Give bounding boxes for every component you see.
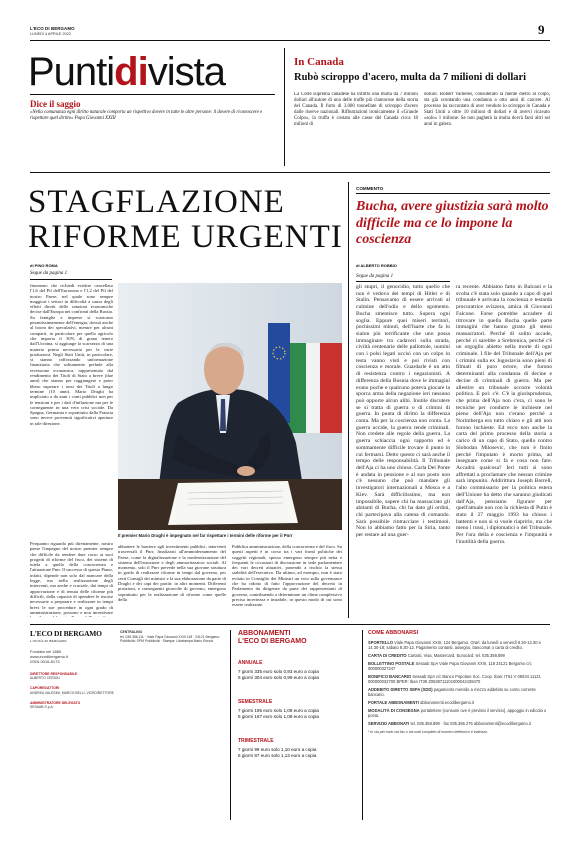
howto-addebito-label: ADDEBITO DIRETTO SEPA (SDD) xyxy=(368,687,433,692)
subs-quarter-1: 7 giorni 99 euro solo 1,10 euro a copia xyxy=(238,747,317,752)
howto-sportello-label: SPORTELLO xyxy=(368,640,394,645)
howto-portale-link[interactable]: abbonamenti.ecodibergamo.it xyxy=(420,700,475,705)
draghi-photo xyxy=(118,283,342,530)
howto-bollettino xyxy=(368,661,552,671)
section-title-c: vista xyxy=(147,50,225,94)
subs-title-1: ABBONAMENTI xyxy=(238,630,291,637)
canada-col-2: dollari. Robert Vallières, considerato la mente dietro al colpo, sta già scontando una condanna a otto anni di carcere. Al processo ha raccontato di aver venduto lo sciroppo in Canada e Stati Uniti a oltre 10 milioni di dollari e di avervi ricavato «solo» 1 milione. Se non pagherà la multa dovrà farsi altri sei anni in galera. xyxy=(424,92,550,128)
subs-quarter-2: 6 giorni 87 euro solo 1,13 euro a copia xyxy=(238,753,317,758)
editorial-col-1: finomeno che richiedi evidere cancellato l'1,6 del Pil dell'Eurozona e l'1,2 del Pil del nostro Paese, nel quale sono sempre maggiori i settori in difficoltà a causa degli effetti diretti delle sanzioni economiche decise dall'Europa nei confronti della Russia. Su famiglie e imprese si scaricano pesantissimamente dell'energia, dovuti anche al boom dei speculativi, mentre per alcuni comparti, in particolare per quello agricolo che importa il 30% di grano tenero dall'Ucraina, si aggiunge la scarsezza di una materia prima necessaria per le varie produzioni. Negli Stati Uniti, in particolare, si stanno rafforzando unformazione finanziaria che solitamente prelude alla recessione economica, rappresentato dal rendimento dei Titoli di Stato a breve (due anni) che stanno per raggiungere e poter bbero superare i tassi dei Titoli a lungo termine (10 anni). Mario Draghi ha impliciato a da anni i conti pubblici non per le tensioni e per i dati d'inflazione ma per le conseguenze in una vera crisi sociale. Da Spagna, Germania e soprattutto dalla Francia sono invece provenuti significativi aperture in tale direzione. xyxy=(30,283,113,426)
centralino-label: CENTRALINO xyxy=(120,630,143,634)
howto-bonifico xyxy=(368,674,552,684)
masthead-web[interactable]: www.ecodibergamo.it xyxy=(30,654,69,659)
section-title-b: di xyxy=(114,50,148,94)
masthead-name: L'ECO DI BERGAMO xyxy=(30,629,102,638)
editorial-follow: Segue da pagina 1 xyxy=(30,271,68,276)
subscriptions-box xyxy=(238,630,358,820)
howto-servizio-text: tel. 035.358.899 · fax 035.386.275 abbonamenti@ecodibergamo.it xyxy=(410,721,531,726)
howto-consegna-label: MODALITÀ DI CONSEGNA xyxy=(368,708,420,713)
howto-title: COME ABBONARSI xyxy=(368,630,419,636)
page-number: 9 xyxy=(538,22,545,37)
canada-kicker: In Canada xyxy=(294,56,344,68)
howto-servizio-label: SERVIZIO ABBONATI xyxy=(368,721,410,726)
quote-text: «Nella comunanza egni diritto naturale comporta un rispettivo dovere in tutte le altre persone: il dovere di riconoscere e rispettare quel diritto» Papa Giovanni XXIII xyxy=(30,110,263,121)
main-column-rule xyxy=(348,182,349,618)
quote-heading: Dice il saggio xyxy=(30,99,81,109)
bottom-rule-1 xyxy=(230,630,231,820)
masthead-box xyxy=(30,630,114,820)
howto-portale-label: PORTALE ABBONAMENTI xyxy=(368,700,419,705)
editorial-col-4: Pubblica amministrazione, della concorrenza e del fisco. Su questi aspetti è in corso tra i vari fronti politiche dei soggetti regionali, spesso emergono sempre più netta e frequenti le occasioni di discussione in sede parlamentare dei vari decreti attuativi, ponendo a rischio la stessa stabilità dell'esecutivo. Da ultimo, ad esempio, non è stato evitato in Consiglio dei Ministri un voto sulla governance che ha ridotto di fatto l'approvazione del decreto in Parlamento da dirigenze da parte dei rappresentanti di governo, contribuendo a determinare un clima complessivo precisa incertezza e instabile, in questo modo di cui sono essere realizzate. xyxy=(232,544,342,608)
comment-col-2: ra recente. Abbiamo fatto in Balcani e la svolta c'è stata solo quando a capo di quel tribunale è arrivata la coscienza e testarda procuratrice svizzera, amica di Giovanni Falcone. Forse potrebbe accadere di ritrovare in quella Bucha quelle parte immagini che hanno girato gli stessi massacratori. Perché di solito accade, perché ci sarebbe a Srebrenica, perché c'è un orgoglio abietto nella morte di ogni criminale. I file del Tribunale dell'Aja per i crimini sulla ex Jugoslavia sono pieni di filmati di puro orrore, che furono determinanti alla condanna di decine e decine di criminali di guerra. Ma per allestire un tribunale occorre volontà politica. E poi: c'è. C'è la giurisprudenza, che prima dell'Aja non c'era, ci sono le tecniche per condurre le inchieste nel pieno dell'Aja non c'erano perché a Norimberga era tutto chiaro e gli atti non furono inchieste. Ed ecco non anche la carta del primo processo della storia a carico di un capo di Stato, quello contro Slobodan Milosevic, che non è finito perché l'imputato è morto prima, ad insegnare come si fa e cosa non fare. Accadrà qualcosa? Ieri tutti si sono affrettati a proclamare che nessun crimine sarà impunito. Addirittura Joseph Borrell, l'alto commissario per la politica estera dell'Unione ha detto che saranno giudicati dall'Aja, pensiamo figurare per quell'attuale non con la richiesta di Putin è stato il 27 maggio 1993 ha chiuso i battenti e non si si vuole riaprirlo, ma che meno i russi, i diplomatici o del Tribunale. Per l'ora della e coscienza e l'impunità e l'inutilità della guerra. xyxy=(456,284,552,545)
subs-annual-2: 6 giorni 304 euro solo 0,99 euro a copia xyxy=(238,675,319,680)
subs-semester-1: 7 giorni 195 euro solo 1,08 euro a copia xyxy=(238,708,319,713)
comment-follow: Segue da pagina 1 xyxy=(356,274,394,279)
howto-note: * in via per invio via fax o via mail completo di numero telefonico e indirizzo. xyxy=(368,730,489,734)
top-divider xyxy=(30,172,550,173)
howto-carta xyxy=(368,653,552,658)
section-title xyxy=(28,50,225,94)
header-rule xyxy=(30,40,550,41)
howto-carta-label: CARTA DI CREDITO xyxy=(368,653,407,658)
masthead-director: ALBERTO CERIOLI xyxy=(30,676,61,681)
howto-bollettino-label: BOLLETTINO POSTALE xyxy=(368,661,415,666)
comment-label: COMMENTO xyxy=(356,186,384,191)
canada-col-1: La Corte suprema canadese ha inflitto una multa da 7 milioni dollari all'autore di una delle truffe più clamorose della storia del Canada. Il furto di 3.000 tonnellate di sciroppo d'acero dalle riserve nazionali. Rifbutrazioni ironicamente il «Grande Colpo», la truffa è costata alle casse del Canada circa 18 milioni di xyxy=(294,92,418,128)
howto-portale xyxy=(368,700,552,705)
subs-semester-title: SEMESTRALE xyxy=(238,699,273,705)
header-date: LUNEDÌ 4 APRILE 2022 xyxy=(30,32,71,36)
subs-title-2: L'ECO DI BERGAMO xyxy=(238,638,307,645)
howto-bonifico-text: Sesaab SpA c/c Banco Popolare Soc. Coop. Iban: IT61 V 05034 11121 000000032700 BPER: Iban IT39 Z0538711101000042439470 xyxy=(368,674,541,684)
masthead-issn: ISSN 0016-8173 xyxy=(30,659,60,664)
centralino-text: tel. 035.386.111 · Viale Papa Giovanni XXIII 118 · 24121 Bergamo · Pubblicità: SPM Pubblicità · Stampa: Litostampa Mario Ronca xyxy=(120,635,222,644)
howto-servizio xyxy=(368,721,552,726)
editorial-author: di PINO ROMA xyxy=(30,263,58,268)
masthead-direction-title: DIRETTORE RESPONSABILE xyxy=(30,672,78,676)
howto-consegna-text: portalettere (consumi ove è previsto il servizio), appoggio in edicola o posta. xyxy=(368,708,547,718)
subs-quarter-title: TRIMESTRALE xyxy=(238,738,274,744)
section-title-a: Punti xyxy=(28,50,115,94)
canada-left-rule xyxy=(284,48,285,166)
editorial-headline-1: STAGFLAZIONE xyxy=(28,184,285,220)
howto-carta-text: CartaSi, Visa, Mastercard, Eurocard: tel. 035.358.899 xyxy=(407,653,505,658)
bottom-rule-2 xyxy=(362,630,363,820)
masthead-vice-title: CAPOREDATTORI xyxy=(30,686,60,691)
subs-annual-title: ANNUALE xyxy=(238,660,263,666)
subs-semester-2: 6 giorni 167 euro solo 1,08 euro a copia xyxy=(238,714,319,719)
comment-author: di ALBERTO ROBBIO xyxy=(356,263,397,268)
howto-consegna xyxy=(368,708,552,718)
masthead-sub: L'UNICA DI BERGAMO xyxy=(30,639,67,643)
howto-box xyxy=(368,630,552,826)
howto-sportello-text: Viale Papa Giovanni XXIII, 124 Bergamo. Orari: da lunedì a venerdì 8.30-12.30 e 14.30-18; sabato 8.30-12. Pagamento contanti, assegno, bancomat o carta di credito. xyxy=(368,640,541,650)
comment-headline: Bucha, avere giustizia sarà molto difficile ma ce lo impone la coscienza xyxy=(356,199,549,247)
section-rule xyxy=(30,94,275,95)
howto-addebito xyxy=(368,687,552,697)
masthead-vice: ANDREA VALESINI, MARCO BELLI, VICEDIRETTORE xyxy=(30,690,114,695)
masthead-admin: SESAAB S.p.A. xyxy=(30,705,54,710)
masthead-admin-title: AMMINISTRATORE DELEGATO xyxy=(30,700,81,705)
editorial-headline-2: RIFORME URGENTI xyxy=(28,219,343,255)
editorial-col-2: Perquanto riguarda più direttamente, nostro paese l'impegno del nostro premier sempre che difficile da rendere dare corso ai suoi progetti di riforme del fisco, dei sistemi di tutela a quello della concorrenza e l'attuazione Pnrr. Il successo di questo Piano, infatti, dipende non solo dal mancare della legge, ma nella realizzazione degli interventi, ma anche e cruciale, dai tempi di approvazione e di tenuta delle riforme più difficili, dalla capacità di spendere le risorse necessarie a preparare e realizzare in tempi brevi le sue procedure in ogni grado di amministrazione, possono e non incentivare xyxy=(30,541,113,615)
draghi-photo-illustration xyxy=(118,283,342,530)
comment-col-1: gli stupri, il genocidio, tutto quello che non è vedova dei tempi di Hitler e di Stalin. Pensavamo di essere arrivati al culmine dell'odio e dello sgomento. Bucha smentisce tutto. Supera ogni soglia. Eppure quei miseri territori, pochissimi minuti, dell'Isarte che fa lo sialon più terrificante che uno possa immaginare tra cadaveri sulla strada, civiltà centenarie delle pallottole, uomini con i polsi legati uccisi con un colpo in testa vanno visti e poi rivisti con coscienza e morale. Guardarle è un atto di resistenza contro i negazionisti. A differenza della Bosnia dove le immagini erano poche e qualcuno poteva giocare la sporca arma della negazione ieri nessuno può opporre alcun alibi. Inutile discutere se si tratta di guerra o di crimini di guerra. In punta di diritto la differenza conta. Ma per la coscienza non conta. La guerra uccide, la guerra rende criminali. Non credete alle regole della guerra. La guerra schiaccia ogni rapporto ed è sommamente difficile trovare il punto in cui fermarsi. Detto questo ci sarà anche il tempo delle responsabilità. Il Tribunale dell'Aja ci ha uno chiuso. Carla Del Ponte è andata in pensione e al suo posto non c'è nessuno che può mandare gli investigatori internazionali a Mosca e a Kiev. Sarà difficilissimo, ma non impossibile, sapere chi ha massacrato gli abitanti di Bucha, chi ha dato gli ordini, chi partecipava alla catena di comando. Sarà possibile rintracciare i testimoni. Non lo abbiamo fatto per la Siria, tanto per restare ad una guer- xyxy=(356,284,450,539)
editorial-col-3: abbattere le barriere agli investimenti pubblici; interventi trasversali il Pnrr, finalizzati all'ammodernamento del Paese, come la digitalizzazione e la modernizzazione del sistema dell'istruzione e degli ammortizzatori sociali. Al momento, solo il Pnrr prevede nella sua giovane struttura in grado di realizzare riforme in tempi dal governo, per certi Consigli dei ministri e la sua elaborazione da parte di Draghi e dei capi dei partiti: in altri momenti. Differenti posizioni, e conseguenti giravolte di governo, emergono soprattutto per la realizzazione di riforme come quelle della xyxy=(118,544,226,602)
header-paper: L'ECO DI BERGAMO xyxy=(30,26,75,31)
photo-caption: Il premier Mario Draghi è impegnato nel far rispettare i termini delle riforme per il Pnrr xyxy=(118,533,293,538)
bottom-divider xyxy=(30,624,550,625)
howto-addebito-text: pagamento mensile a mezzo addebito su conto corrente bancario. xyxy=(368,687,536,697)
canada-headline: Rubò sciroppo d'acero, multa da 7 milioni di dollari xyxy=(294,72,527,83)
howto-bonifico-label: BONIFICO BANCARIO xyxy=(368,674,412,679)
subs-annual-1: 7 giorni 335 euro solo 0,93 euro a copia xyxy=(238,669,319,674)
howto-bollettino-text: Sesaab SpA Viale Papa Giovanni XXIII, 118 24121 Bergamo c/c 000000327247 xyxy=(368,661,532,671)
howto-sportello xyxy=(368,640,552,650)
centralino-box xyxy=(120,630,224,820)
masthead-founded: Fondata nel 1880 xyxy=(30,649,62,654)
